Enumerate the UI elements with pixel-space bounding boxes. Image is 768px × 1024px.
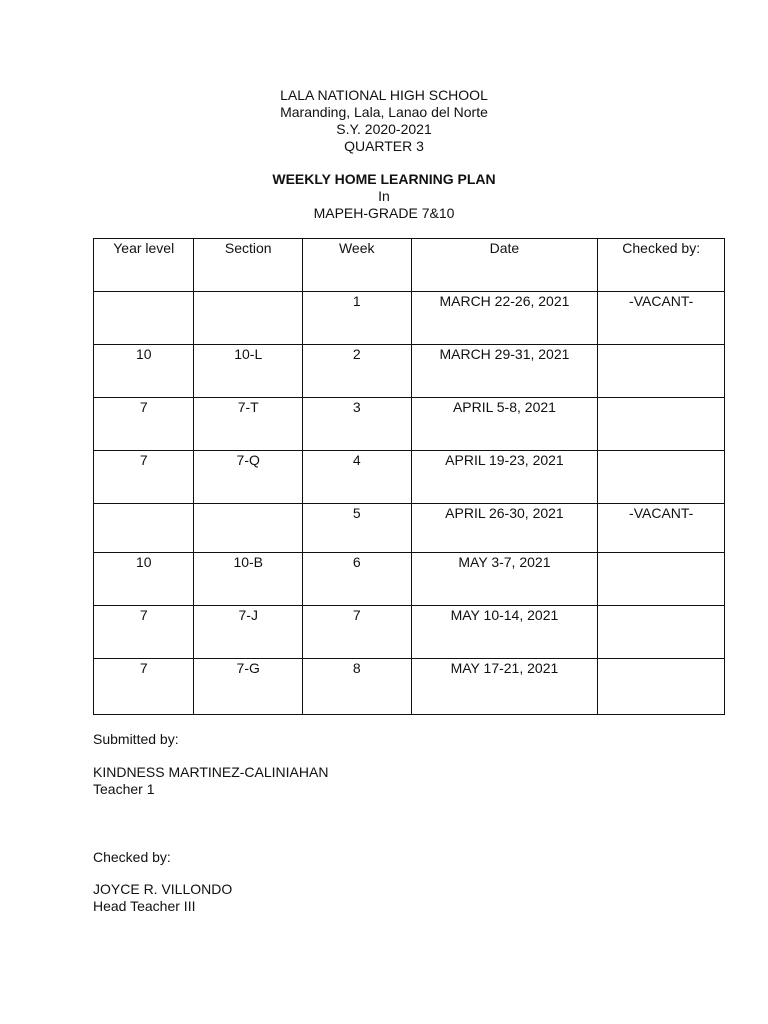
checked-by-cell: [598, 659, 725, 715]
table-row: [94, 345, 725, 398]
year-level-cell: 7: [94, 451, 194, 504]
submitter-name: KINDNESS MARTINEZ-CALINIAHAN: [93, 764, 329, 780]
column-header: Week: [302, 239, 411, 292]
week-cell: 5: [302, 504, 411, 553]
section-cell: 7-J: [194, 606, 303, 659]
document-title: WEEKLY HOME LEARNING PLAN: [272, 171, 496, 187]
section-cell: [194, 292, 303, 345]
table-row: [94, 659, 725, 715]
checked-by-label: Checked by:: [93, 849, 171, 865]
title-in: In: [378, 188, 390, 204]
table-row: [94, 606, 725, 659]
column-header: Date: [411, 239, 598, 292]
checked-by-cell: [598, 553, 725, 606]
table-row: [94, 553, 725, 606]
section-cell: 10-B: [194, 553, 303, 606]
column-header: Section: [194, 239, 303, 292]
year-level-cell: 10: [94, 553, 194, 606]
table-row: [94, 451, 725, 504]
checked-by-cell: -VACANT-: [598, 292, 725, 345]
date-cell: MAY 10-14, 2021: [411, 606, 598, 659]
table-header-row: [94, 239, 725, 292]
checked-by-cell: [598, 345, 725, 398]
checked-by-cell: -VACANT-: [598, 504, 725, 553]
school-year: S.Y. 2020-2021: [336, 121, 432, 137]
week-cell: 4: [302, 451, 411, 504]
week-cell: 6: [302, 553, 411, 606]
column-header: Checked by:: [598, 239, 725, 292]
checker-name: JOYCE R. VILLONDO: [93, 881, 233, 897]
table-row: [94, 292, 725, 345]
section-cell: 7-Q: [194, 451, 303, 504]
table-row: [94, 504, 725, 553]
school-address: Maranding, Lala, Lanao del Norte: [280, 104, 488, 120]
year-level-cell: [94, 292, 194, 345]
year-level-cell: 7: [94, 606, 194, 659]
submitted-by-label: Submitted by:: [93, 731, 179, 747]
year-level-cell: 10: [94, 345, 194, 398]
column-header: Year level: [94, 239, 194, 292]
week-cell: 3: [302, 398, 411, 451]
date-cell: MAY 3-7, 2021: [411, 553, 598, 606]
school-name: LALA NATIONAL HIGH SCHOOL: [280, 87, 488, 103]
date-cell: MAY 17-21, 2021: [411, 659, 598, 715]
subject: MAPEH-GRADE 7&10: [313, 205, 455, 221]
section-cell: 10-L: [194, 345, 303, 398]
section-cell: 7-T: [194, 398, 303, 451]
week-cell: 2: [302, 345, 411, 398]
checked-by-cell: [598, 451, 725, 504]
date-cell: APRIL 5-8, 2021: [411, 398, 598, 451]
date-cell: MARCH 22-26, 2021: [411, 292, 598, 345]
checked-by-cell: [598, 606, 725, 659]
year-level-cell: 7: [94, 659, 194, 715]
date-cell: MARCH 29-31, 2021: [411, 345, 598, 398]
week-cell: 7: [302, 606, 411, 659]
date-cell: APRIL 26-30, 2021: [411, 504, 598, 553]
learning-plan-table: [93, 238, 725, 715]
table-row: [94, 398, 725, 451]
year-level-cell: [94, 504, 194, 553]
submitter-role: Teacher 1: [93, 781, 155, 797]
quarter: QUARTER 3: [344, 138, 424, 154]
week-cell: 1: [302, 292, 411, 345]
checker-role: Head Teacher III: [93, 898, 196, 914]
section-cell: 7-G: [194, 659, 303, 715]
checked-by-cell: [598, 398, 725, 451]
year-level-cell: 7: [94, 398, 194, 451]
section-cell: [194, 504, 303, 553]
week-cell: 8: [302, 659, 411, 715]
date-cell: APRIL 19-23, 2021: [411, 451, 598, 504]
